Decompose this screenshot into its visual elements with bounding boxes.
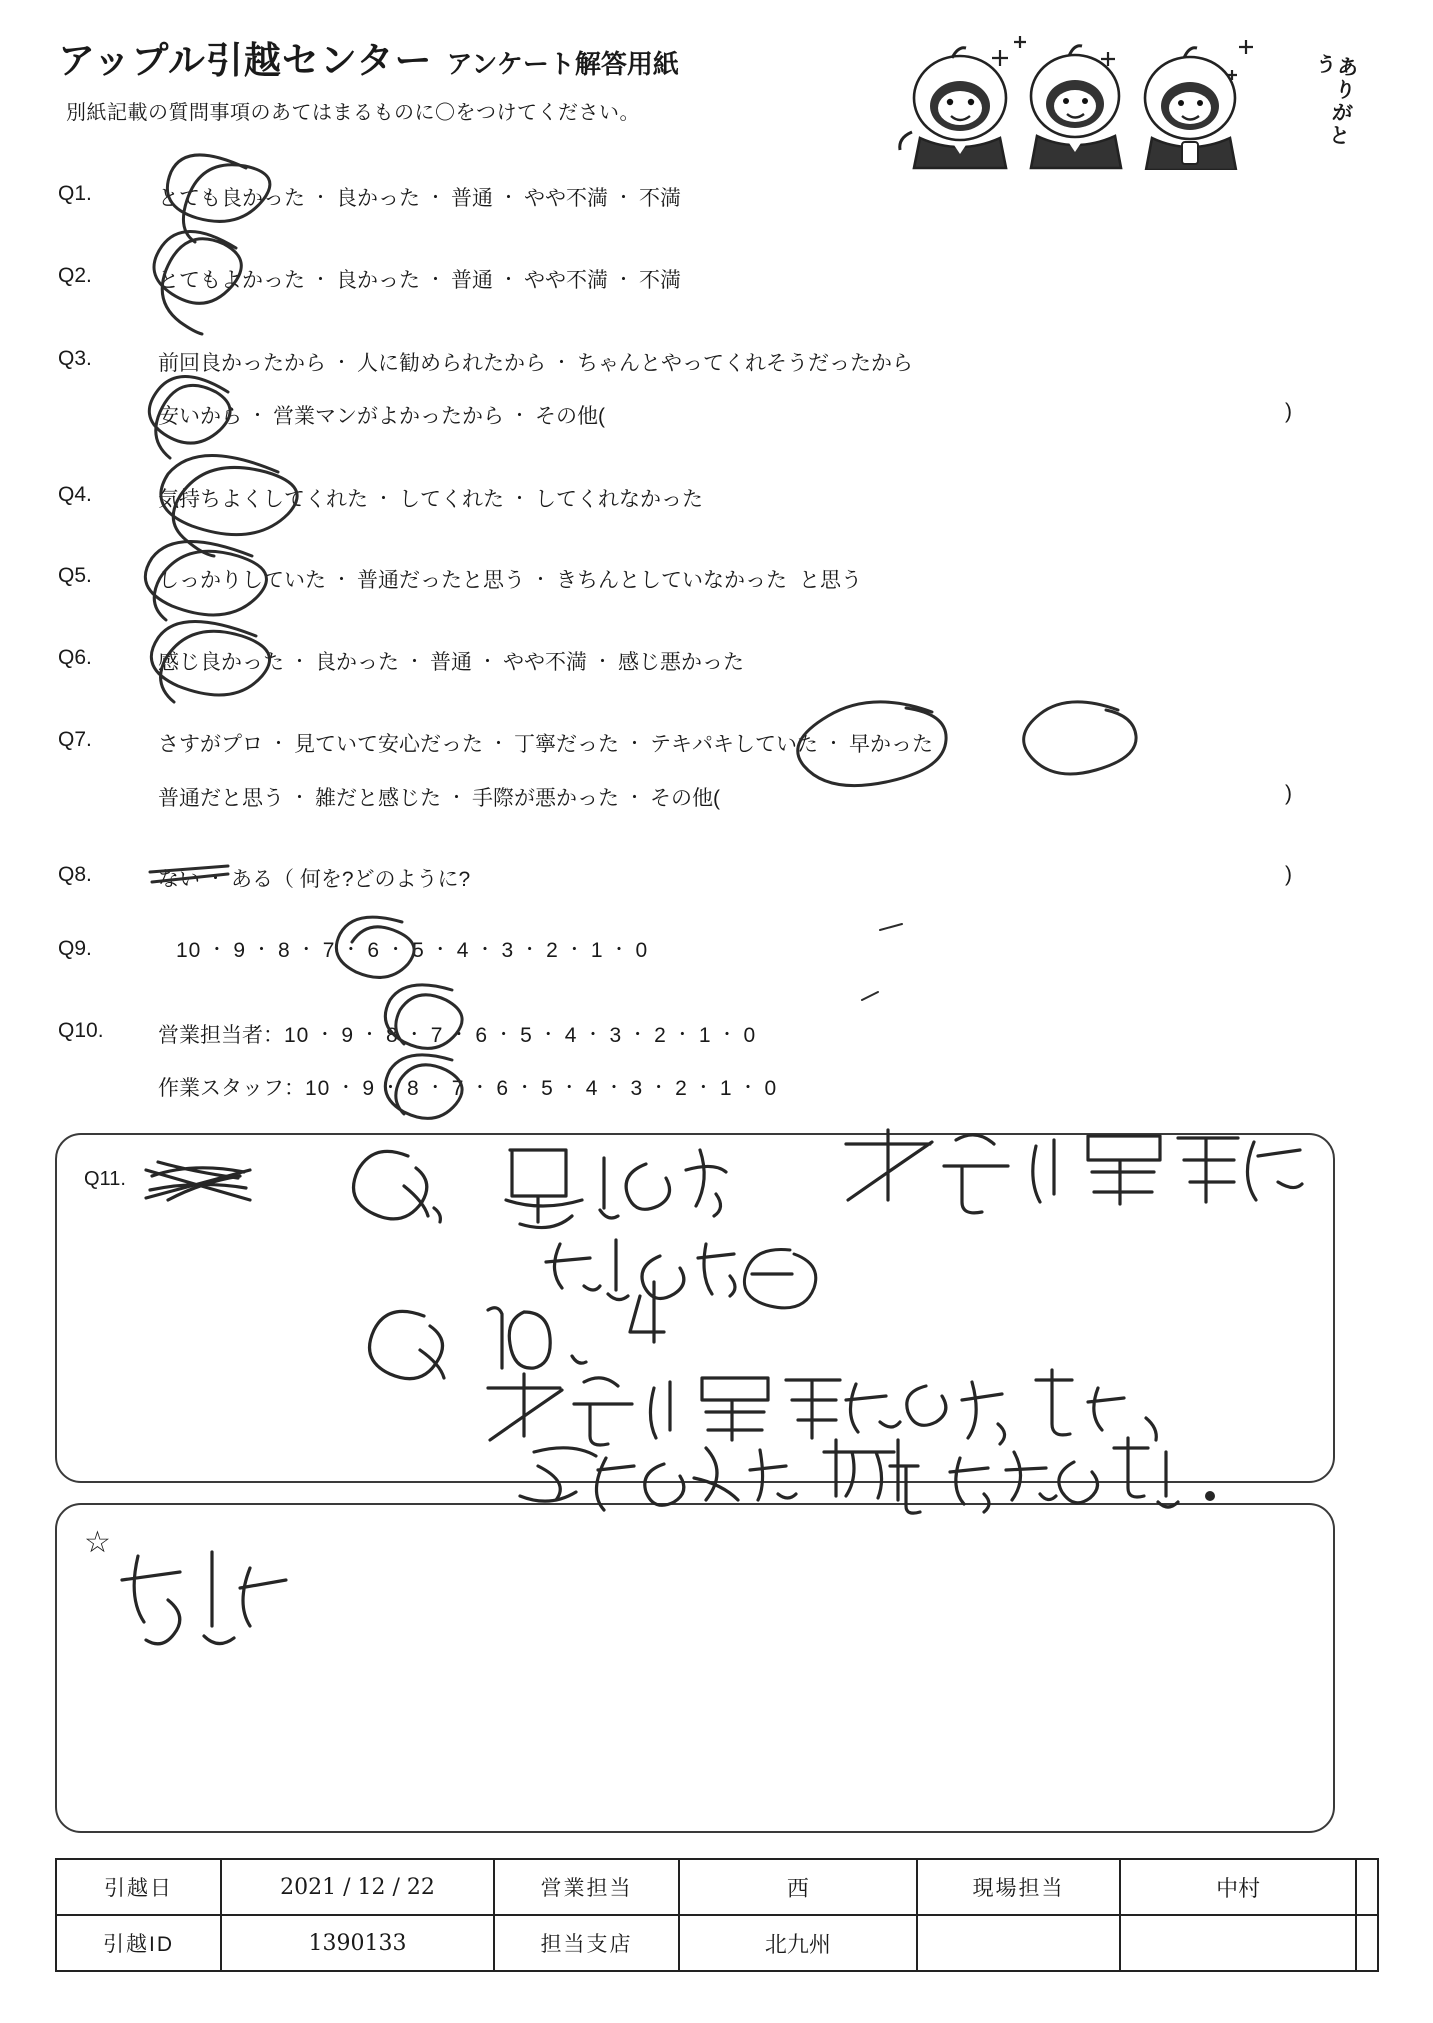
- q7-opt-4[interactable]: 早かった: [849, 733, 933, 756]
- move-date-value[interactable]: 2021 / 12 / 22: [221, 1859, 494, 1915]
- footer-blank-1: [1356, 1859, 1378, 1915]
- table-row: [56, 1859, 1378, 1915]
- q7-label: Q7.: [58, 728, 92, 751]
- q7-options-line1: さすがプロ ・ 見ていて安心だった ・ 丁寧だった ・ テキパキしていた ・ 早かった: [158, 733, 933, 756]
- q1-label: Q1.: [58, 182, 92, 205]
- q10-staff-10[interactable]: 10: [305, 1077, 331, 1100]
- footer-table: [55, 1858, 1379, 1972]
- q10-staff-1[interactable]: 1: [719, 1077, 733, 1100]
- q7-options-line2: 普通だと思う ・ 雑だと感じた ・ 手際が悪かった ・ その他(: [158, 787, 720, 810]
- q6-opt-0[interactable]: 感じ良かった: [158, 651, 284, 674]
- q5-opt-1[interactable]: 普通だったと思う: [357, 569, 525, 592]
- q10-staff-5[interactable]: 5: [541, 1077, 554, 1100]
- q6-opt-1[interactable]: 良かった: [315, 651, 399, 674]
- branch-label: 担当支店: [494, 1915, 679, 1971]
- q4-label: Q4.: [58, 483, 92, 506]
- q10-staff-0[interactable]: 0: [764, 1077, 778, 1100]
- footer-blank-4: [1356, 1915, 1378, 1971]
- move-id-label: 引越ID: [56, 1915, 221, 1971]
- q3-opt-2[interactable]: ちゃんとやってくれそうだったから: [577, 352, 913, 375]
- q7-opt-6[interactable]: 雑だと感じた: [315, 787, 441, 810]
- q9-val-6[interactable]: 6: [367, 939, 381, 962]
- q4-opt-2[interactable]: してくれなかった: [535, 488, 703, 511]
- q10-sales-row: 営業担当者：10 ・ 9 ・ 8 ・ 7 ・ 6 ・ 5 ・ 4 ・ 3 ・ 2 ・ 1 ・ 0: [158, 1024, 757, 1047]
- q10-label: Q10.: [58, 1019, 104, 1042]
- q1-opt-4[interactable]: 不満: [639, 187, 681, 210]
- q9-val-1[interactable]: 1: [590, 939, 604, 962]
- q3-opt-1[interactable]: 人に勧められたから: [357, 352, 546, 375]
- q9-val-5[interactable]: 5: [412, 939, 425, 962]
- q11-label: Q11.: [84, 1168, 126, 1190]
- q1-options: とても良かった ・ 良かった ・ 普通 ・ やや不満 ・ 不満: [158, 187, 681, 210]
- q7-opt-other[interactable]: その他(: [650, 787, 720, 810]
- site-rep-value[interactable]: 中村: [1120, 1859, 1356, 1915]
- q1-opt-1[interactable]: 良かった: [336, 187, 420, 210]
- q10-staff-4[interactable]: 4: [585, 1077, 599, 1100]
- q7-opt-7[interactable]: 手際が悪かった: [472, 787, 619, 810]
- q7-opt-0[interactable]: さすがプロ: [158, 733, 263, 756]
- q2-opt-2[interactable]: 普通: [451, 269, 493, 292]
- q11-comment-box[interactable]: [55, 1133, 1335, 1483]
- company-name: アップル引越センター: [58, 40, 433, 81]
- q1-opt-3[interactable]: やや不満: [524, 187, 608, 210]
- q3-opt-4[interactable]: 営業マンがよかったから: [273, 405, 504, 428]
- q6-opt-3[interactable]: やや不満: [503, 651, 587, 674]
- q6-label: Q6.: [58, 646, 92, 669]
- q7-opt-1[interactable]: 見ていて安心だった: [294, 733, 483, 756]
- q9-val-0[interactable]: 0: [635, 939, 649, 962]
- q2-options: とてもよかった ・ 良かった ・ 普通 ・ やや不満 ・ 不満: [158, 269, 681, 292]
- table-row: [56, 1915, 1378, 1971]
- star-icon: ☆: [84, 1526, 111, 1559]
- q9-val-3[interactable]: 3: [501, 939, 515, 962]
- move-id-value[interactable]: 1390133: [221, 1915, 494, 1971]
- q5-opt-0[interactable]: しっかりしていた: [158, 569, 326, 592]
- q9-val-9[interactable]: 9: [233, 939, 247, 962]
- q10-sales-label: 営業担当者：: [158, 1024, 284, 1047]
- q8-options: ない ・ ある（ 何を?どのように?: [158, 868, 471, 891]
- q1-opt-0[interactable]: とても良かった: [158, 187, 305, 210]
- q9-val-7[interactable]: 7: [322, 939, 336, 962]
- q2-opt-1[interactable]: 良かった: [336, 269, 420, 292]
- q8-label: Q8.: [58, 863, 92, 886]
- q10-staff-2[interactable]: 2: [675, 1077, 688, 1100]
- q9-val-10[interactable]: 10: [176, 939, 202, 962]
- move-date-label: 引越日: [56, 1859, 221, 1915]
- footer-blank-3: [1120, 1915, 1356, 1971]
- q10-sales-0[interactable]: 0: [743, 1024, 757, 1047]
- q10-sales-1[interactable]: 1: [698, 1024, 712, 1047]
- q4-options: 気持ちよくしてくれた ・ してくれた ・ してくれなかった: [158, 488, 703, 511]
- q6-options: 感じ良かった ・ 良かった ・ 普通 ・ やや不満 ・ 感じ悪かった: [158, 651, 744, 674]
- document-header: [58, 30, 679, 125]
- q3-opt-3[interactable]: 安いから: [158, 405, 242, 428]
- q10-sales-3[interactable]: 3: [609, 1024, 623, 1047]
- q5-label: Q5.: [58, 564, 92, 587]
- q10-sales-10[interactable]: 10: [284, 1024, 310, 1047]
- q10-sales-9[interactable]: 9: [341, 1024, 355, 1047]
- q3-other-close: ): [1285, 400, 1292, 423]
- q7-opt-3[interactable]: テキパキしていた: [650, 733, 818, 756]
- thanks-text: ありがとう: [1311, 51, 1360, 149]
- q10-staff-3[interactable]: 3: [630, 1077, 644, 1100]
- q4-opt-0[interactable]: 気持ちよくしてくれた: [158, 488, 368, 511]
- q10-staff-6[interactable]: 6: [496, 1077, 510, 1100]
- q7-opt-5[interactable]: 普通だと思う: [158, 787, 284, 810]
- q7-opt-2[interactable]: 丁寧だった: [514, 733, 619, 756]
- footer-blank-2: [917, 1915, 1120, 1971]
- q10-sales-5[interactable]: 5: [520, 1024, 533, 1047]
- q10-staff-row: 作業スタッフ：10 ・ 9 ・ 8 ・ 7 ・ 6 ・ 5 ・ 4 ・ 3 ・ 2 ・ 1 ・ 0: [158, 1077, 778, 1100]
- star-comment-box[interactable]: [55, 1503, 1335, 1833]
- q10-staff-label: 作業スタッフ：: [158, 1077, 305, 1100]
- q2-opt-3[interactable]: やや不満: [524, 269, 608, 292]
- sales-rep-label: 営業担当: [494, 1859, 679, 1915]
- q10-sales-7[interactable]: 7: [430, 1024, 444, 1047]
- q10-sales-8[interactable]: 8: [386, 1024, 399, 1047]
- q6-opt-2[interactable]: 普通: [430, 651, 472, 674]
- q8-opt-yes[interactable]: ある（ 何を?どのように?: [231, 868, 471, 891]
- q3-opt-other[interactable]: その他(: [535, 405, 605, 428]
- q10-sales-6[interactable]: 6: [475, 1024, 489, 1047]
- q10-sales-2[interactable]: 2: [654, 1024, 667, 1047]
- q9-label: Q9.: [58, 937, 92, 960]
- q6-opt-4[interactable]: 感じ悪かった: [618, 651, 744, 674]
- q4-opt-1[interactable]: してくれた: [399, 488, 504, 511]
- q9-val-2[interactable]: 2: [546, 939, 559, 962]
- q5-options: しっかりしていた ・ 普通だったと思う ・ きちんとしていなかった と思う: [158, 569, 862, 592]
- instruction-text: 別紙記載の質問事項のあてはまるものに〇をつけてください。: [66, 102, 640, 124]
- q5-opt-2[interactable]: きちんとしていなかった: [556, 569, 787, 592]
- site-rep-label: 現場担当: [917, 1859, 1120, 1915]
- q2-opt-4[interactable]: 不満: [639, 269, 681, 292]
- q9-val-8[interactable]: 8: [278, 939, 291, 962]
- q8-opt-none[interactable]: ない: [158, 868, 200, 891]
- q10-staff-9[interactable]: 9: [362, 1077, 376, 1100]
- q2-label: Q2.: [58, 264, 92, 287]
- q1-opt-2[interactable]: 普通: [451, 187, 493, 210]
- q3-options-line2: 安いから ・ 営業マンがよかったから ・ その他(: [158, 405, 605, 428]
- branch-value[interactable]: 北九州: [679, 1915, 917, 1971]
- q2-opt-0[interactable]: とてもよかった: [158, 269, 305, 292]
- q3-label: Q3.: [58, 347, 92, 370]
- document-title: アンケート解答用紙: [446, 49, 679, 79]
- q5-suffix: と思う: [799, 569, 862, 592]
- q3-opt-0[interactable]: 前回良かったから: [158, 352, 326, 375]
- q9-scale: 10 ・ 9 ・ 8 ・ 7 ・ 6 ・ 5 ・ 4 ・ 3 ・ 2 ・ 1 ・ 0: [176, 939, 649, 962]
- q10-sales-4[interactable]: 4: [564, 1024, 578, 1047]
- q8-close: ): [1285, 863, 1292, 886]
- q10-staff-8[interactable]: 8: [407, 1077, 420, 1100]
- sales-rep-value[interactable]: 西: [679, 1859, 917, 1915]
- q9-val-4[interactable]: 4: [456, 939, 470, 962]
- q7-other-close: ): [1285, 782, 1292, 805]
- q10-staff-7[interactable]: 7: [451, 1077, 465, 1100]
- mascot-illustration: [880, 30, 1360, 160]
- q3-options-line1: 前回良かったから ・ 人に勧められたから ・ ちゃんとやってくれそうだったから: [158, 352, 913, 375]
